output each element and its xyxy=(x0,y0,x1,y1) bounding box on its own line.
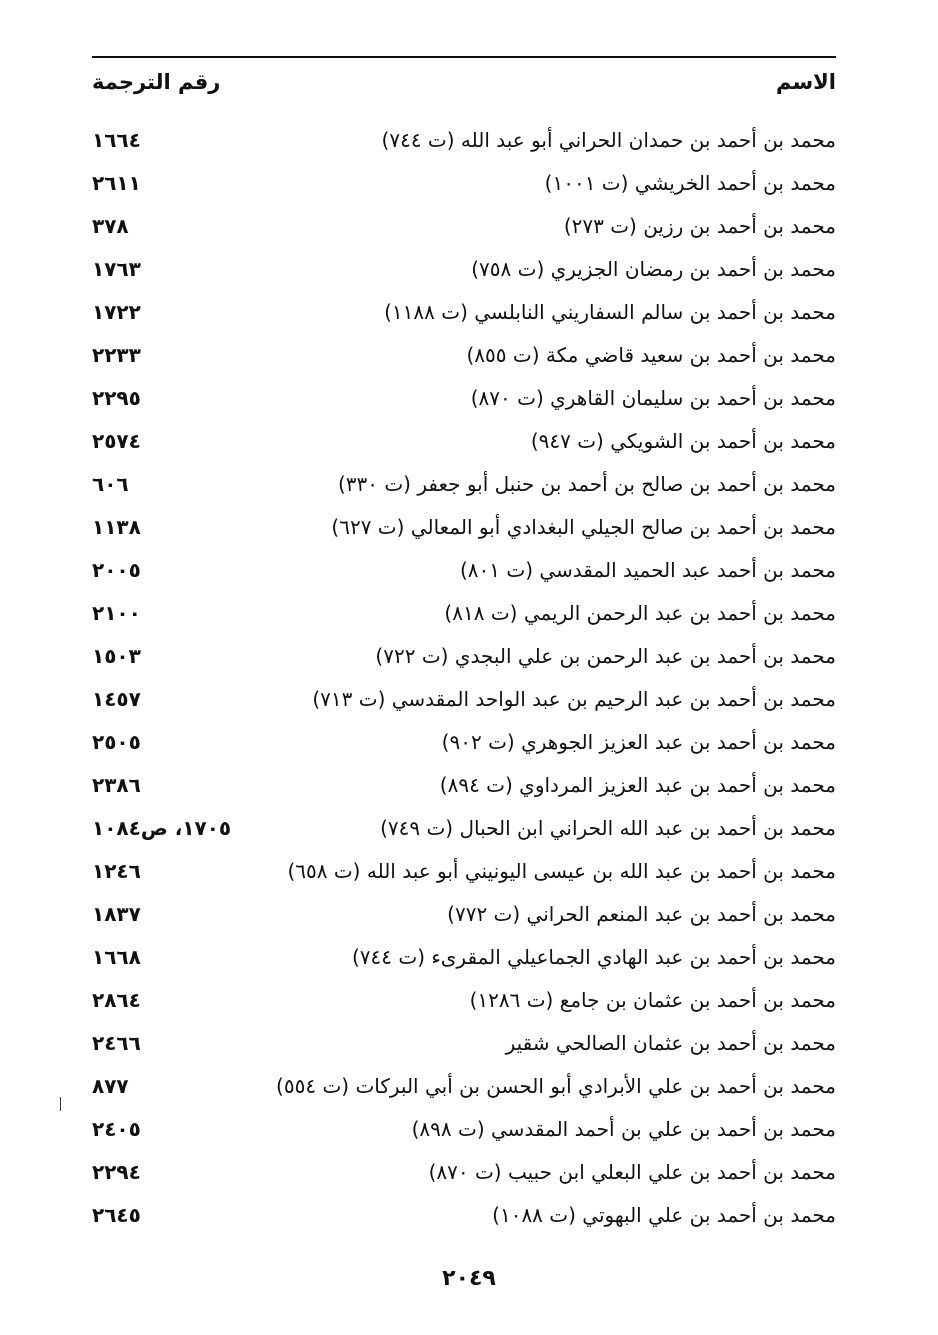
index-entry xyxy=(92,984,836,1027)
entry-number: ٢٢٩٤ xyxy=(92,1160,141,1184)
index-entry xyxy=(92,554,836,597)
entry-name: محمد بن أحمد الخريشي (ت ١٠٠١) xyxy=(544,171,836,195)
entry-number: ٢٥٠٥ xyxy=(92,730,141,754)
entry-number: ٨٧٧ xyxy=(92,1074,129,1098)
entry-name: محمد بن أحمد بن رزين (ت ٢٧٣) xyxy=(563,214,836,238)
entry-name: محمد بن أحمد بن عبد الله الحراني ابن الحبال (ت ٧٤٩) xyxy=(380,816,836,840)
entry-number: ١٨٣٧ xyxy=(92,902,141,926)
entry-number: ١٤٥٧ xyxy=(92,687,141,711)
index-entry xyxy=(92,1199,836,1242)
entry-number: ٢٦٤٥ xyxy=(92,1203,141,1227)
entry-name: محمد بن أحمد عبد الحميد المقدسي (ت ٨٠١) xyxy=(459,558,836,582)
entry-name: محمد بن أحمد بن علي بن أحمد المقدسي (ت ٨٩٨) xyxy=(411,1117,836,1141)
entry-number: ١٢٤٦ xyxy=(92,859,141,883)
entry-number: ٢٨٦٤ xyxy=(92,988,141,1012)
entry-name: محمد بن أحمد بن سعيد قاضي مكة (ت ٨٥٥) xyxy=(466,343,836,367)
index-entry xyxy=(92,941,836,984)
entry-number: ٢٢٣٣ xyxy=(92,343,141,367)
index-entry xyxy=(92,1070,836,1113)
entry-name: محمد بن أحمد بن علي البهوتي (ت ١٠٨٨) xyxy=(492,1203,836,1227)
entry-name: محمد بن أحمد بن عثمان بن جامع (ت ١٢٨٦) xyxy=(469,988,836,1012)
index-entry xyxy=(92,124,836,167)
entry-name: محمد بن أحمد بن عبد الرحمن بن علي البجدي (ت ٧٢٢) xyxy=(375,644,836,668)
entry-name: محمد بن أحمد بن الشويكي (ت ٩٤٧) xyxy=(530,429,836,453)
page-number: ٢٠٤٩ xyxy=(442,1266,496,1291)
index-entry xyxy=(92,1027,836,1070)
entry-number: ٢٣٨٦ xyxy=(92,773,141,797)
entry-name: محمد بن أحمد بن صالح بن أحمد بن حنبل أبو جعفر (ت ٣٣٠) xyxy=(337,472,836,496)
top-rule xyxy=(92,56,836,58)
entry-name: محمد بن أحمد بن عبد الرحمن الريمي (ت ٨١٨) xyxy=(444,601,836,625)
entry-name: محمد بن أحمد بن عبد المنعم الحراني (ت ٧٧٢) xyxy=(447,902,836,926)
index-entry xyxy=(92,597,836,640)
entry-number: ١٦٦٤ xyxy=(92,128,141,152)
entry-number: ٣٧٨ xyxy=(92,214,129,238)
entry-number: ٢٠٠٥ xyxy=(92,558,141,582)
index-entry xyxy=(92,769,836,812)
entry-name: محمد بن أحمد بن عبد الرحيم بن عبد الواحد المقدسي (ت ٧١٣) xyxy=(312,687,836,711)
entry-number: ١٧٢٢ xyxy=(92,300,141,324)
entry-name: محمد بن أحمد بن عبد العزيز المرداوي (ت ٨٩٤) xyxy=(439,773,836,797)
index-entry xyxy=(92,382,836,425)
entry-number: ٢٦١١ xyxy=(92,171,141,195)
entry-name: محمد بن أحمد بن سالم السفاريني النابلسي (ت ١١٨٨) xyxy=(384,300,836,324)
entry-number: ١١٣٨ xyxy=(92,515,141,539)
entry-number: ١٧٦٣ xyxy=(92,257,141,281)
entry-number: ١٦٦٨ xyxy=(92,945,141,969)
entry-number: ٢١٠٠ xyxy=(92,601,141,625)
entry-name: محمد بن أحمد بن عبد العزيز الجوهري (ت ٩٠٢) xyxy=(441,730,836,754)
entry-number: ٢٤٠٥ xyxy=(92,1117,141,1141)
margin-mark xyxy=(60,1097,61,1111)
index-entry xyxy=(92,167,836,210)
index-entry xyxy=(92,640,836,683)
index-entry xyxy=(92,898,836,941)
column-header xyxy=(92,70,836,104)
entry-number: ٢٥٧٤ xyxy=(92,429,141,453)
entry-name: محمد بن أحمد بن علي الأبرادي أبو الحسن بن أبي البركات (ت ٥٥٤) xyxy=(276,1074,836,1098)
index-entry xyxy=(92,812,836,855)
index-entry xyxy=(92,468,836,511)
entry-name: محمد بن أحمد بن حمدان الحراني أبو عبد الله (ت ٧٤٤) xyxy=(381,128,836,152)
index-entry xyxy=(92,253,836,296)
entry-number-column-header: رقم الترجمة xyxy=(92,70,221,94)
entry-number: ١٧٠٥، ص١٠٨٤ xyxy=(92,816,232,840)
entry-name: محمد بن أحمد بن عبد الهادي الجماعيلي المقرىء (ت ٧٤٤) xyxy=(351,945,836,969)
entry-number: ٢٢٩٥ xyxy=(92,386,141,410)
entry-number: ١٥٠٣ xyxy=(92,644,141,668)
index-entry xyxy=(92,296,836,339)
entry-name: محمد بن أحمد بن عثمان الصالحي شقير xyxy=(505,1031,836,1055)
index-entry xyxy=(92,339,836,382)
index-entry xyxy=(92,1156,836,1199)
index-entry xyxy=(92,511,836,554)
entry-name: محمد بن أحمد بن رمضان الجزيري (ت ٧٥٨) xyxy=(471,257,836,281)
entry-number: ٢٤٦٦ xyxy=(92,1031,141,1055)
index-entry xyxy=(92,683,836,726)
entry-name: محمد بن أحمد بن سليمان القاهري (ت ٨٧٠) xyxy=(470,386,836,410)
index-entry xyxy=(92,726,836,769)
index-entry xyxy=(92,210,836,253)
entry-name: محمد بن أحمد بن علي البعلي ابن حبيب (ت ٨٧٠) xyxy=(428,1160,836,1184)
index-entry xyxy=(92,425,836,468)
index-entry xyxy=(92,1113,836,1156)
entry-name: محمد بن أحمد بن صالح الجيلي البغدادي أبو المعالي (ت ٦٢٧) xyxy=(331,515,836,539)
name-column-header: الاسم xyxy=(776,70,836,94)
entry-number: ٦٠٦ xyxy=(92,472,129,496)
index-entry xyxy=(92,855,836,898)
index-entries xyxy=(92,124,836,1242)
entry-name: محمد بن أحمد بن عبد الله بن عيسى اليونيني أبو عبد الله (ت ٦٥٨) xyxy=(287,859,836,883)
